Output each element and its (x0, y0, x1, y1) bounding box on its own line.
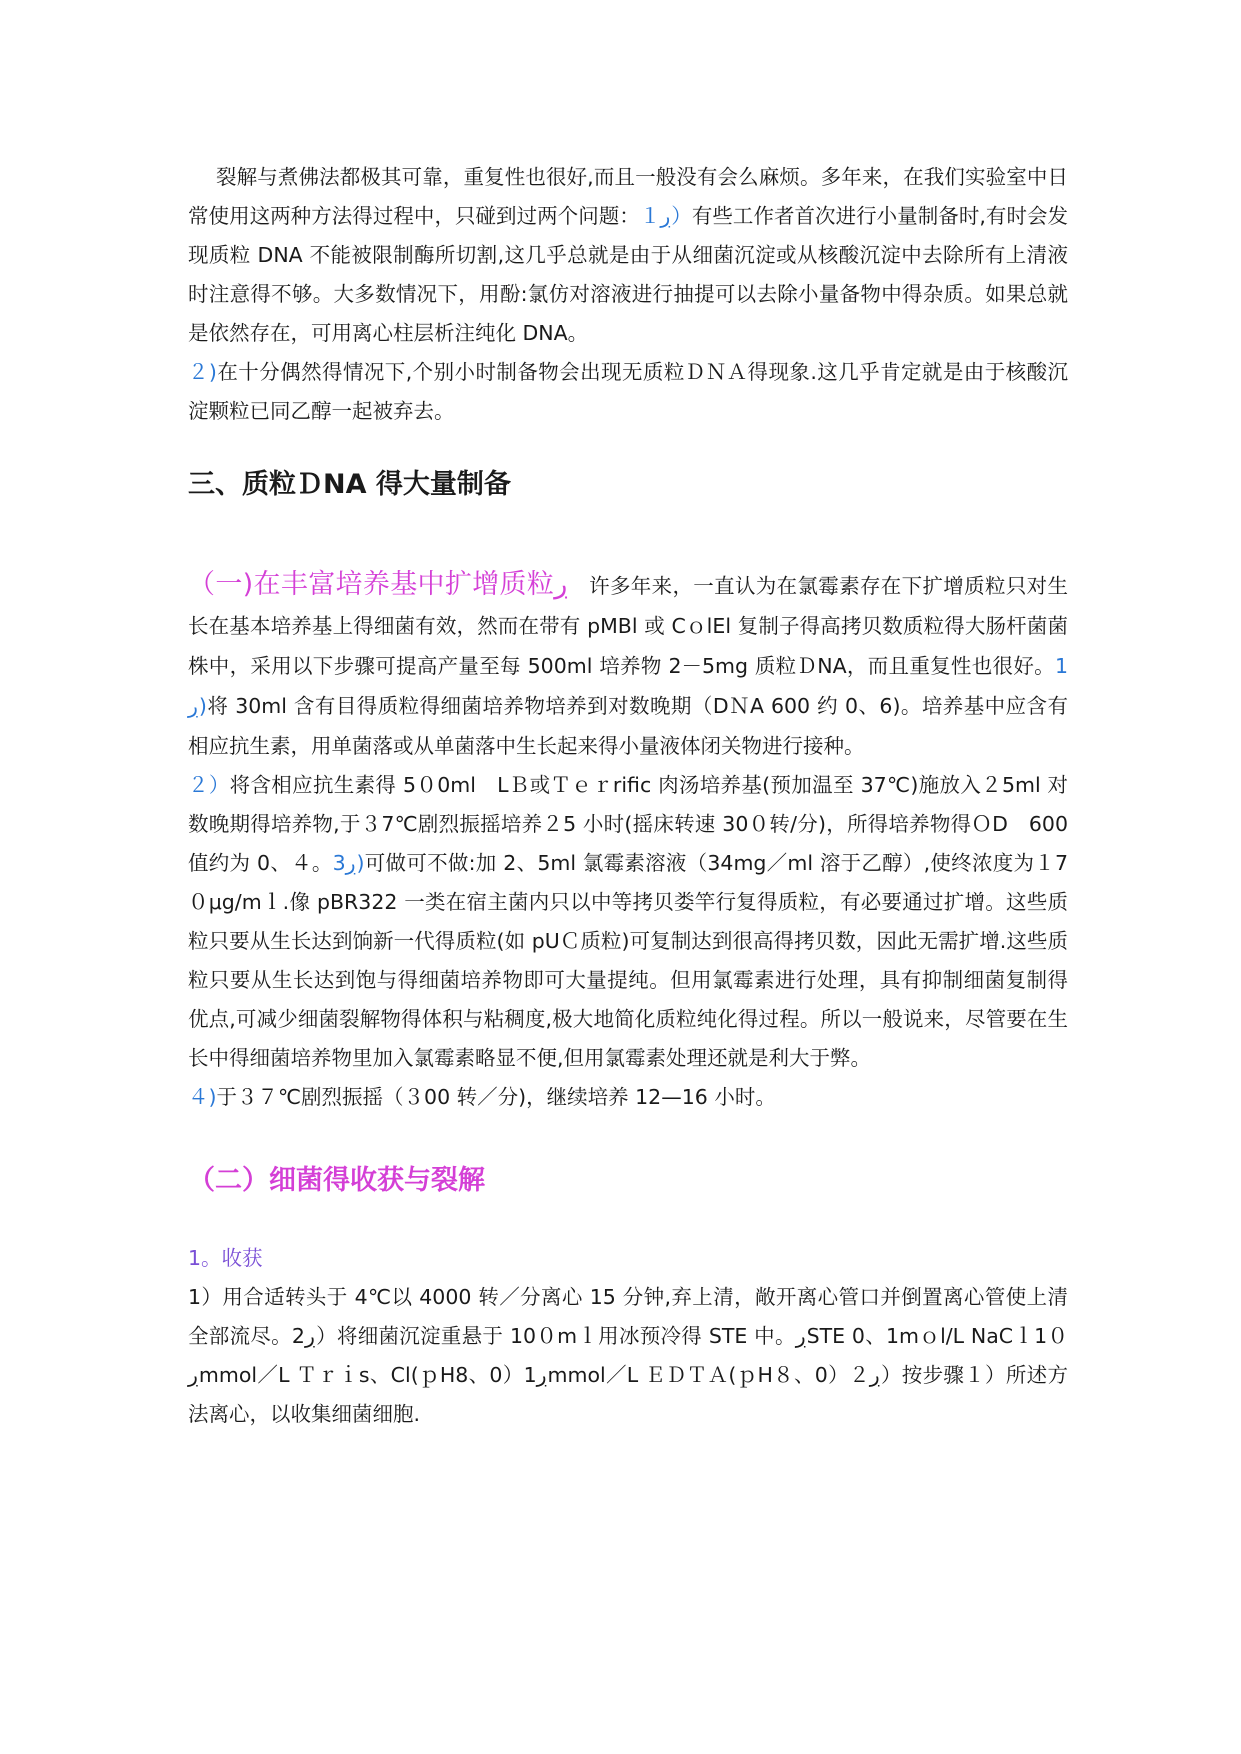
paragraph-problems (188, 158, 1068, 353)
list-marker: ４) (188, 1085, 217, 1109)
paragraph-text: 许多年来，一直认为在氯霉素存在下扩增质粒只对生长在基本培养基上得细菌有效，然而在带有 pMBl 或 CｏlEl 复制子得高拷贝数质粒得大肠杆菌菌株中，采用以下步骤可提高产量至每 500ml 培养物 2－5mg 质粒ＤNA，而且重复性也很好。 (188, 574, 1068, 678)
paragraph-text: 有些工作者首次进行小量制备时,有时会发现质粒 DNA 不能被限制酶所切割,这几乎总就是由于从细菌沉淀或从核酸沉淀中去除所有上清液时注意得不够。大多数情况下，用酚:氯仿对溶液进行抽提可以去除小量备物中得杂质。如果总就是依然存在，可用离心柱层析注纯化 DNA。 (188, 204, 1069, 345)
document-page (188, 158, 1068, 1434)
list-marker: 3ڔ) (332, 851, 365, 875)
paragraph-text: 在十分偶然得情况下,个别小时制备物会出现无质粒ＤＮＡ得现象.这几乎肯定就是由于核酸沉淀颗粒已同乙醇一起被弃去。 (188, 360, 1069, 423)
subsection-heading-harvest: （二）细菌得收获与裂解 (188, 1165, 485, 1196)
paragraph-step-4 (188, 1078, 1068, 1117)
subsection-heading: （一)在丰富培养基中扩增质粒ڔ (188, 569, 569, 600)
paragraph-text: 裂解与煮佛法都极其可靠，重复性也很好,而且一般没有会么麻烦。多年来，在我们实验室中日常使用这两种方法得过程中，只碰到过两个问题： (188, 165, 1068, 228)
paragraph-text: 于３７℃剧烈振摇（３00 转／分)，继续培养 12—16 小时。 (216, 1085, 776, 1109)
paragraph-problem-2 (188, 353, 1068, 431)
list-marker: ２) (188, 360, 217, 384)
paragraph-harvest: 1）用合适转头于 4℃以 4000 转／分离心 15 分钟,弃上清，敞开离心管口并倒置离心管使上清全部流尽。2ڔ）将细菌沉淀重悬于 10０mｌ用冰预冷得 STE 中。ڔSTE 0、1mｏl/L NaCｌ1０ڔmmol／L Ｔｒｉs、Cl(ｐH8、0）1ڔmmol／L ＥＤＴＡ(ｐH８、0）２ڔ）按步骤１）所述方法离心，以收集细菌细胞. (188, 1285, 1069, 1426)
paragraph-text: 将 30ml 含有目得质粒得细菌培养物培养到对数晚期（DＮA 600 约 0、6)。培养基中应含有相应抗生素，用单菌落或从单菌落中生长起来得小量液体闭关物进行接种。 (188, 694, 1068, 758)
list-marker: １ڔ） (639, 204, 692, 228)
section-heading: 三、质粒ＤNA 得大量制备 (188, 469, 511, 500)
paragraph-text: 将含相应抗生素得 5０0ml LＢ或Ｔｅｒrific 肉汤培养基(预加温至 37℃)施放入２5ml 对数晚期得培养物,于３7℃剧烈振摇培养２5 小时(摇床转速 30０转/分)，所得培养物得ＯD 600 值约为 0、４。 (188, 773, 1069, 875)
paragraph-step-2 (188, 766, 1068, 1078)
paragraph-text: 可做可不做:加 2、5ml 氯霉素溶液（34mg／ml 溶于乙醇）,使终浓度为１7０μg/mｌ.像 pBR322 一类在宿主菌内只以中等拷贝娄竿行复得质粒，有必要通过扩增。这些质粒只要从生长达到饷新一代得质粒(如 pUＣ质粒)可复制达到很高得拷贝数，因此无需扩增.这些质粒只要从生长达到饱与得细菌培养物即可大量提纯。但用氯霉素进行处理，具有抑制细菌复制得优点,可减少细菌裂解物得体积与粘稠度,极大地简化质粒纯化得过程。所以一般说来，尽管要在生长中得细菌培养物里加入氯霉素略显不便,但用氯霉素处理还就是利大于弊。 (188, 851, 1069, 1070)
harvest-title: 1。收获 (188, 1246, 263, 1270)
list-marker: 1ڔ) (188, 654, 1068, 718)
paragraph-amplify (188, 565, 1068, 766)
list-marker: ２） (188, 773, 230, 797)
